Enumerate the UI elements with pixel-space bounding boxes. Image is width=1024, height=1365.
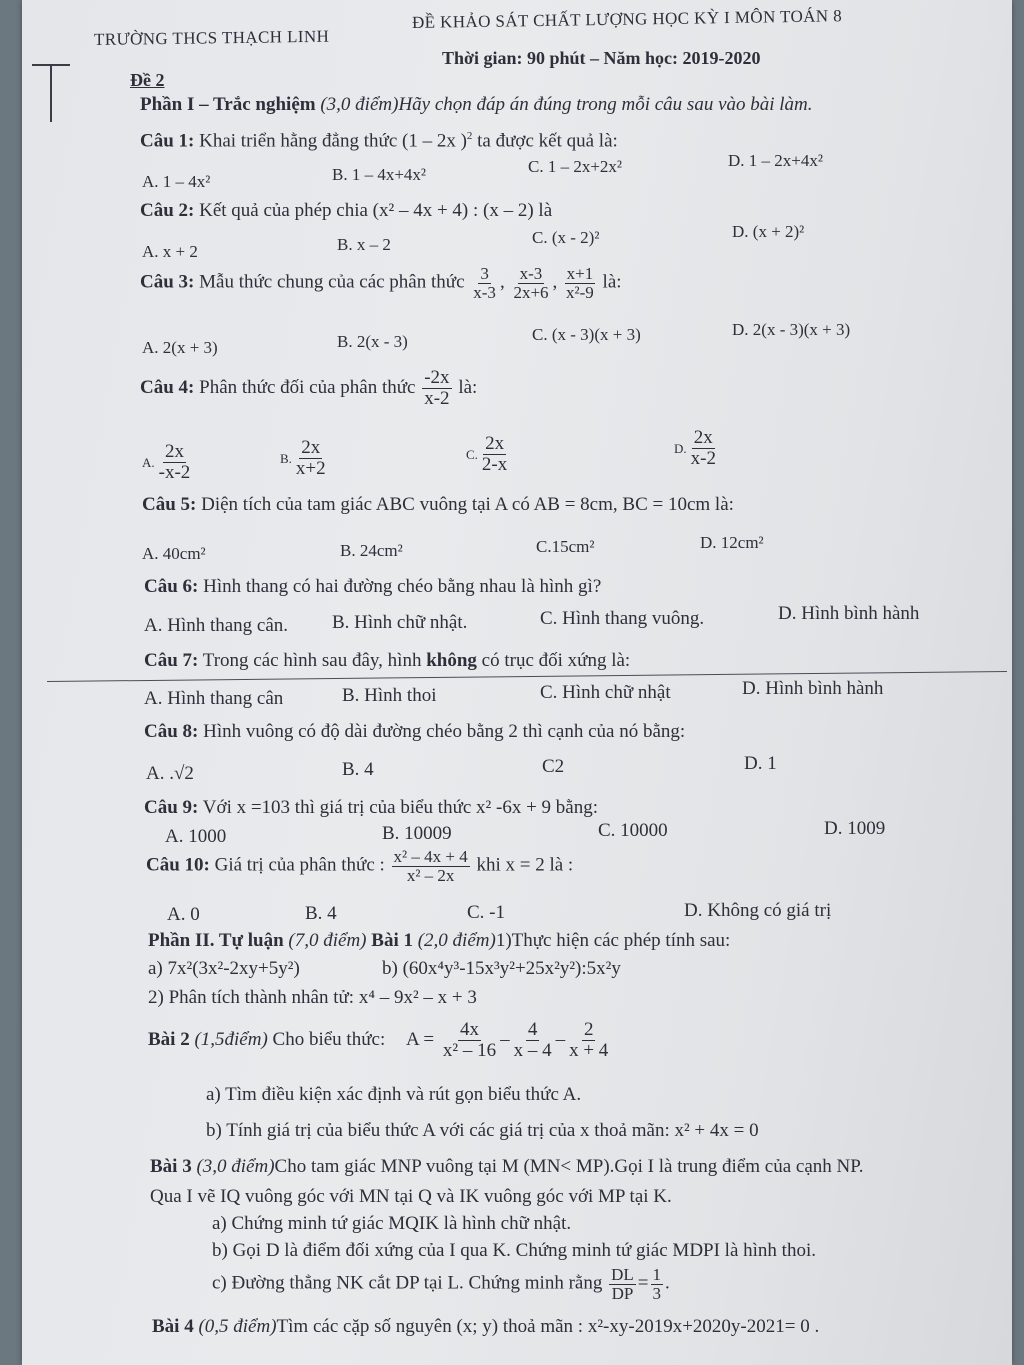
q4-option-b: B. $\frac{2x}{x+2}$ bbox=[280, 437, 326, 479]
question-6: Câu 6: Hình thang có hai đường chéo bằng nhau là hình gì? bbox=[144, 576, 602, 597]
bai3-part-c: c) Đường thẳng NK cắt DP tại L. Chứng minh rằng $\frac{DL}{DP}$ = $\frac{1}{3}$ . bbox=[212, 1265, 670, 1303]
question-9: Câu 9: Với x =103 thì giá trị của biểu thức x² -6x + 9 bằng: bbox=[144, 797, 599, 818]
q6-option-d: D. Hình bình hành bbox=[778, 603, 920, 624]
q5-option-d: D. 12cm² bbox=[700, 533, 764, 552]
q2-option-a: A. x + 2 bbox=[142, 242, 198, 261]
q3-option-c: C. (x - 3)(x + 3) bbox=[532, 325, 641, 344]
q8-option-d: D. 1 bbox=[744, 753, 777, 774]
q10-option-a: A. 0 bbox=[167, 904, 200, 925]
q1-option-c: C. 1 – 2x+2x² bbox=[528, 157, 623, 176]
bai3-part-a: a) Chứng minh tứ giác MQIK là hình chữ nhật. bbox=[212, 1213, 572, 1234]
q9-option-a: A. 1000 bbox=[165, 826, 227, 847]
q9-option-b: B. 10009 bbox=[382, 823, 452, 844]
q3-option-b: B. 2(x - 3) bbox=[337, 332, 408, 351]
bai3-text-2: Qua I vẽ IQ vuông góc với MN tại Q và IK vuông góc với MP tại K. bbox=[150, 1186, 672, 1207]
q6-option-b: B. Hình chữ nhật. bbox=[332, 612, 468, 633]
q3-fraction-2: $\frac{x-3}{2x+6}$ bbox=[513, 264, 549, 302]
question-5: Câu 5: Diện tích của tam giác ABC vuông tại A có AB = 8cm, BC = 10cm là: bbox=[142, 494, 734, 515]
bai3-part-b: b) Gọi D là điểm đối xứng của I qua K. Chứng minh tứ giác MDPI là hình thoi. bbox=[212, 1240, 816, 1261]
question-10: Câu 10: Giá trị của phân thức : $\frac{\text{x² – 4x + 4}}{\text{x² – 2x}}$ khi x = 2 là : bbox=[146, 847, 574, 885]
q9-option-d: D. 1009 bbox=[824, 818, 886, 839]
bai2-heading: Bài 2 (1,5điểm) Cho biểu thức: A = $\frac{4x}{\text{x² – 16}}$ – $\frac{4}{x - 4}$ – $\frac{2}{x + 4}$ bbox=[148, 1019, 609, 1061]
q4-option-c: C. $\frac{2x}{2-x}$ bbox=[466, 433, 508, 475]
q6-option-a: A. Hình thang cân. bbox=[144, 615, 289, 636]
question-8: Câu 8: Hình vuông có độ dài đường chéo bằng 2 thì cạnh của nó bằng: bbox=[144, 721, 686, 742]
q9-option-c: C. 10000 bbox=[598, 820, 668, 841]
bai3-heading: Bài 3 (3,0 điểm)Cho tam giác MNP vuông tại M (MN< MP).Gọi I là trung điểm của cạnh NP. bbox=[150, 1156, 864, 1177]
q8-option-b: B. 4 bbox=[342, 759, 374, 780]
bai3-ratio: $\frac{DL}{DP}$ bbox=[611, 1265, 634, 1303]
bai2-fraction-2: $\frac{4}{x - 4}$ bbox=[513, 1019, 552, 1061]
question-3: Câu 3: Mẫu thức chung của các phân thức $\frac{3}{x-3}$ , $\frac{x-3}{2x+6}$ , $\frac{x+1}{\text{x²-9}}$ là: bbox=[140, 264, 622, 302]
school-name: TRƯỜNG THCS THẠCH LINH bbox=[93, 26, 330, 49]
q4-option-d: D. $\frac{2x}{x-2}$ bbox=[674, 427, 716, 469]
q2-option-d: D. (x + 2)² bbox=[732, 222, 805, 241]
q10-option-b: B. 4 bbox=[305, 903, 337, 924]
q1-option-b: B. 1 – 4x+4x² bbox=[332, 165, 427, 184]
q8-option-c: C2 bbox=[542, 756, 565, 777]
q10-fraction: $\frac{\text{x² – 4x + 4}}{\text{x² – 2x}}$ bbox=[393, 847, 468, 885]
q1-option-a: A. 1 – 4x² bbox=[142, 172, 211, 191]
q10-option-d: D. Không có giá trị bbox=[684, 900, 832, 921]
q7-option-d: D. Hình bình hành bbox=[742, 678, 884, 699]
bai1-part-2: 2) Phân tích thành nhân tử: x⁴ – 9x² – x + 3 bbox=[148, 987, 477, 1008]
exam-time: Thời gian: 90 phút – Năm học: 2019-2020 bbox=[442, 48, 761, 68]
q7-option-b: B. Hình thoi bbox=[342, 685, 437, 706]
bai1-part-b: b) (60x⁴y³-15x³y²+25x²y²):5x²y bbox=[382, 958, 621, 979]
q6-option-c: C. Hình thang vuông. bbox=[540, 608, 705, 629]
bai2-part-a: a) Tìm điều kiện xác định và rút gọn biểu thức A. bbox=[206, 1084, 582, 1105]
part1-heading: Phần I – Trắc nghiệm (3,0 điểm)Hãy chọn đáp án đúng trong mỗi câu sau vào bài làm. bbox=[140, 94, 813, 115]
bai2-fraction-1: $\frac{4x}{\text{x² – 16}}$ bbox=[442, 1019, 497, 1061]
part2-heading: Phần II. Tự luận (7,0 điểm) Bài 1 (2,0 điểm)1)Thực hiện các phép tính sau: bbox=[148, 930, 731, 951]
q1-option-d: D. 1 – 2x+4x² bbox=[728, 151, 823, 170]
exam-code: Đề 2 bbox=[130, 70, 165, 90]
q10-option-c: C. -1 bbox=[467, 902, 505, 923]
q3-option-d: D. 2(x - 3)(x + 3) bbox=[732, 320, 851, 339]
bai2-fraction-3: $\frac{2}{x + 4}$ bbox=[569, 1019, 609, 1061]
q5-option-a: A. 40cm² bbox=[142, 544, 206, 563]
question-2: Câu 2: Kết quả của phép chia (x² – 4x + 4) : (x – 2) là bbox=[140, 200, 553, 221]
question-7: Câu 7: Trong các hình sau đây, hình không có trục đối xứng là: bbox=[144, 650, 631, 671]
q8-option-a: A. .√2 bbox=[146, 763, 194, 784]
bai4: Bài 4 (0,5 điểm)Tìm các cặp số nguyên (x; y) thoả mãn : x²-xy-2019x+2020y-2021= 0 . bbox=[152, 1316, 820, 1337]
q5-option-b: B. 24cm² bbox=[340, 541, 403, 560]
q3-fraction-3: $\frac{x+1}{\text{x²-9}}$ bbox=[566, 264, 594, 302]
q2-option-c: C. (x - 2)² bbox=[532, 228, 600, 247]
q4-option-a: A. $\frac{2x}{-x-2}$ bbox=[142, 441, 191, 483]
q3-fraction-1: $\frac{3}{x-3}$ bbox=[473, 264, 496, 302]
q2-option-b: B. x – 2 bbox=[337, 235, 391, 254]
question-4: Câu 4: Phân thức đối của phân thức $\frac{-2x}{x-2}$ là: bbox=[140, 367, 478, 409]
exam-paper bbox=[22, 0, 1012, 1365]
question-1: Câu 1: Khai triển hằng đẳng thức (1 – 2x )$^2$ ta được kết quả là: bbox=[140, 130, 618, 152]
q4-fraction: $\frac{-2x}{x-2}$ bbox=[424, 367, 450, 409]
q7-option-c: C. Hình chữ nhật bbox=[540, 682, 671, 703]
bai1-part-a: a) 7x²(3x²-2xy+5y²) bbox=[148, 958, 300, 979]
q3-option-a: A. 2(x + 3) bbox=[142, 338, 218, 357]
q5-option-c: C.15cm² bbox=[536, 537, 595, 556]
bai2-part-b: b) Tính giá trị của biểu thức A với các giá trị của x thoả mãn: x² + 4x = 0 bbox=[206, 1120, 759, 1141]
q7-option-a: A. Hình thang cân bbox=[144, 688, 284, 709]
corner-t-mark bbox=[32, 64, 72, 124]
exam-title: ĐỀ KHẢO SÁT CHẤT LƯỢNG HỌC KỲ I MÔN TOÁN 8 bbox=[411, 6, 843, 32]
